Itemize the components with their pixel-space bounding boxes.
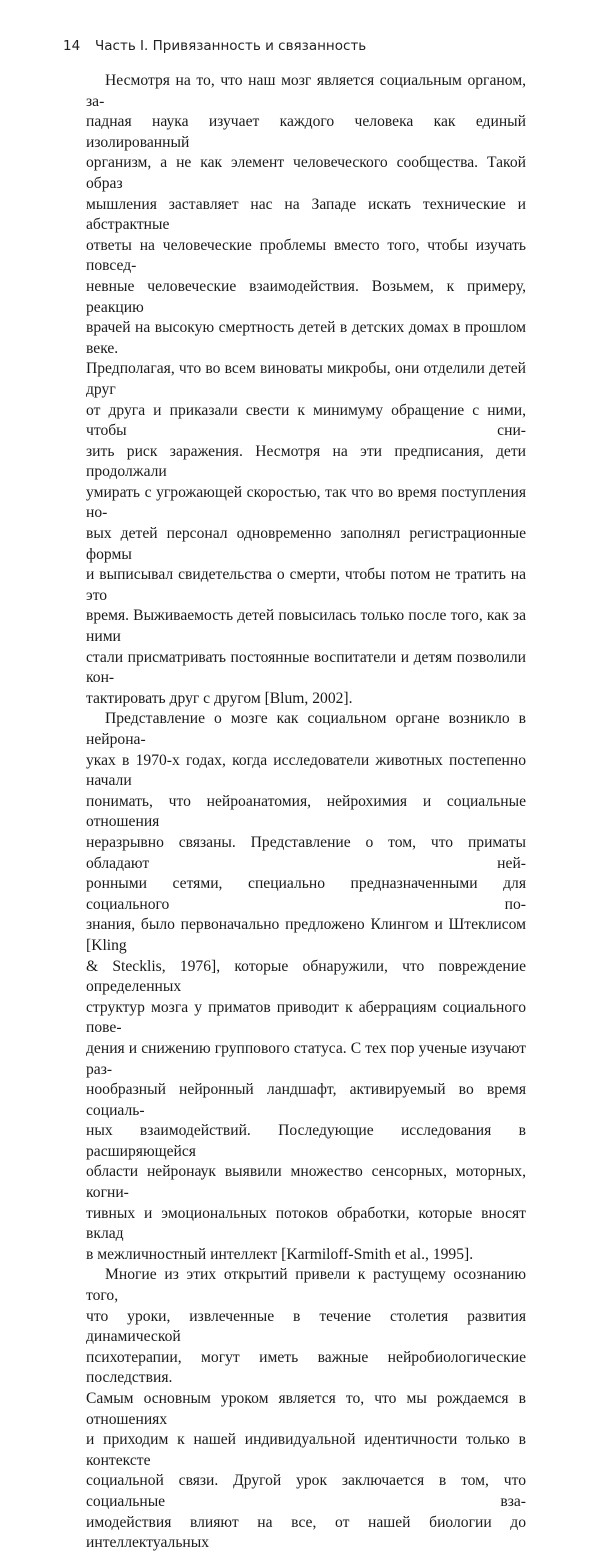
text-line: что уроки, извлеченные в течение столетия развития динамической (86, 1307, 526, 1346)
text-line: зить риск заражения. Несмотря на эти предписания, дети продолжали (86, 442, 526, 481)
text-line: Предполагая, что во всем виноваты микробы, они отделили детей друг (86, 360, 526, 398)
text-line: время. Выживаемость детей повысилась только после того, как за ними (86, 607, 526, 646)
text-line: невные человеческие взаимодействия. Возьмем, к примеру, реакцию (86, 277, 526, 316)
text-line: уках в 1970-х годах, когда исследователи животных постепенно начали (86, 751, 526, 790)
text-line: в межличностный интеллект [Karmiloff-Smith et al., 1995]. (86, 1245, 474, 1263)
text-line: врачей на высокую смертность детей в детских домах в прошлом веке. (86, 319, 526, 357)
text-line: от друга и приказали свести к минимуму обращение с ними, чтобы сни- (86, 401, 526, 440)
text-line: психотерапии, могут иметь важные нейробиологические последствия. (86, 1348, 526, 1387)
text-line: понимать, что нейроанатомия, нейрохимия и социальные отношения (86, 792, 526, 831)
section-title: Часть I. Привязанность и связанность (95, 38, 367, 54)
text-line: области нейронаук выявили множество сенсорных, моторных, когни- (86, 1163, 526, 1202)
text-line: ных взаимодействий. Последующие исследования в расширяющейся (86, 1122, 526, 1160)
text-line: структур мозга у приматов приводит к аберрациям социального пове- (86, 998, 526, 1037)
paragraph-2 (86, 709, 526, 1265)
text-line: знания, было первоначально предложено Клингом и Штеклисом [Kling (86, 916, 526, 954)
text-line: ответы на человеческие проблемы вместо того, чтобы изучать повсед- (86, 236, 526, 275)
text-line: & Stecklis, 1976], которые обнаружили, что повреждение определенных (86, 957, 526, 996)
text-line: тактировать друг с другом [Blum, 2002]. (86, 689, 353, 707)
text-line: и выписывал свидетельства о смерти, чтобы потом не тратить на это (86, 566, 526, 604)
paragraph-1 (86, 71, 526, 709)
text-line: умирать с угрожающей скоростью, так что во время поступления но- (86, 483, 526, 522)
paragraph-3 (86, 1265, 526, 1553)
text-line: мышления заставляет нас на Западе искать технические и абстрактные (86, 195, 526, 234)
running-header (63, 38, 366, 54)
text-line: Многие из этих открытий привели к растущему осознанию того, (86, 1266, 526, 1305)
page-number: 14 (63, 38, 81, 54)
text-line: падная наука изучает каждого человека как единый изолированный (86, 113, 526, 151)
text-line: вых детей персонал одновременно заполнял регистрационные формы (86, 525, 526, 563)
text-line: Несмотря на то, что наш мозг является социальным органом, за- (86, 72, 526, 110)
text-line: Самым основным уроком является то, что мы рождаемся в отношениях (86, 1390, 526, 1428)
text-line: имодействия влияют на все, от нашей биологии до интеллектуальных (86, 1513, 526, 1552)
text-line: тивных и эмоциональных потоков обработки, которые вносят вклад (86, 1204, 526, 1243)
text-line: стали присматривать постоянные воспитатели и детям позволили кон- (86, 648, 526, 687)
text-line: и приходим к нашей индивидуальной идентичности только в контексте (86, 1431, 526, 1469)
text-line: неразрывно связаны. Представление о том, что приматы обладают ней- (86, 833, 526, 872)
text-line: Представление о мозге как социальном органе возникло в нейрона- (86, 710, 526, 748)
body-text (86, 71, 526, 1554)
text-line: нообразный нейронный ландшафт, активируемый во время социаль- (86, 1081, 526, 1119)
text-line: организм, а не как элемент человеческого сообщества. Такой образ (86, 154, 526, 192)
text-line: социальной связи. Другой урок заключается в том, что социальные вза- (86, 1472, 526, 1510)
text-line: дения и снижению группового статуса. С тех пор ученые изучают раз- (86, 1039, 526, 1078)
text-line: ронными сетями, специально предназначенными для социального по- (86, 875, 526, 913)
